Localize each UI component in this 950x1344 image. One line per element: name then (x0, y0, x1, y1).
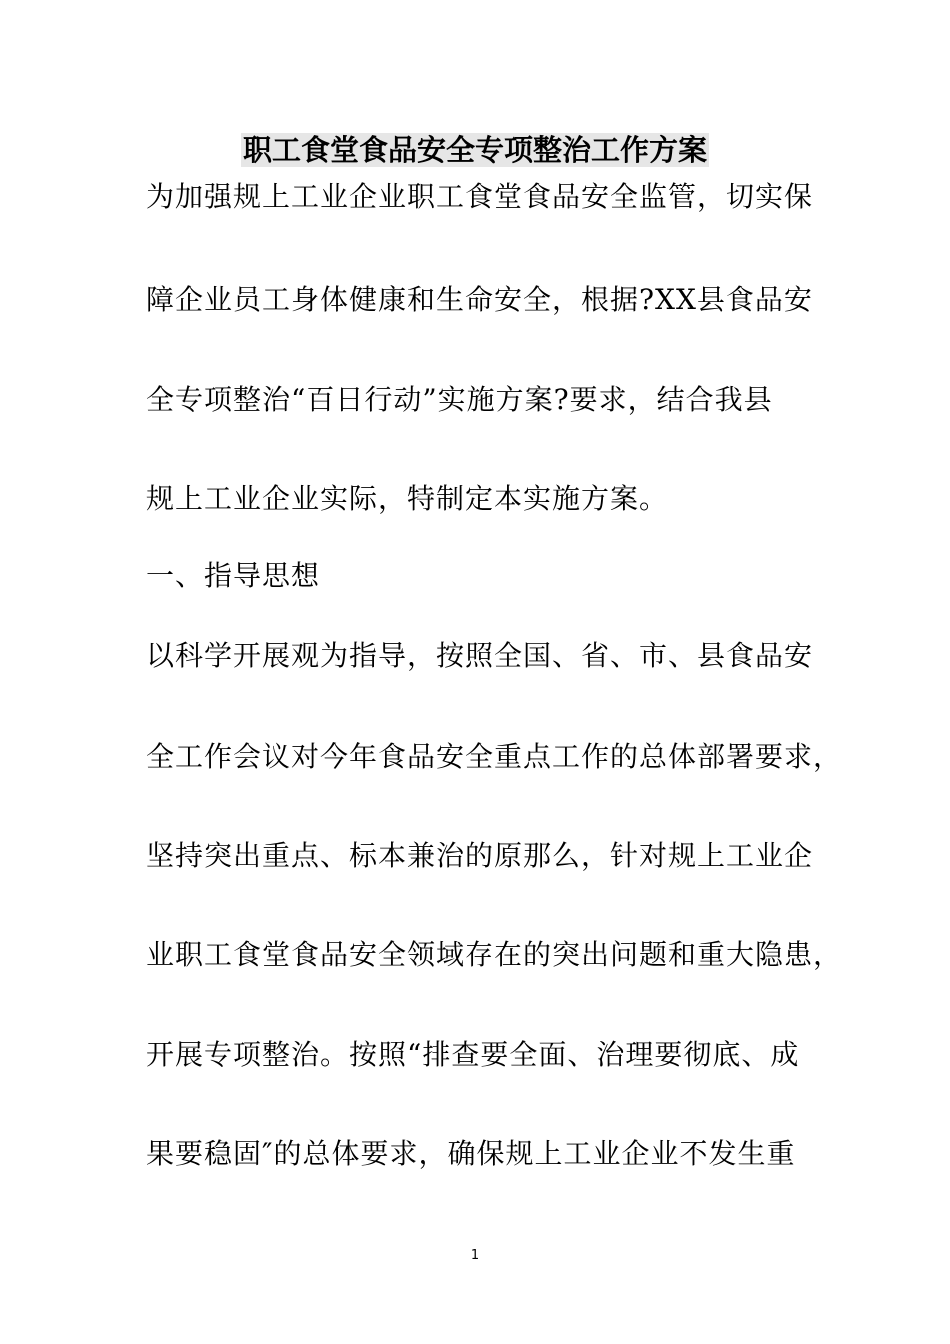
document-title-text: 职工食堂食品安全专项整治工作方案 (242, 133, 707, 167)
document-title (0, 130, 950, 170)
paragraph-line-9: 开展专项整治。按照“排查要全面、治理要彻底、成 (146, 1038, 800, 1071)
paragraph-line-4: 规上工业企业实际，特制定本实施方案。 (146, 482, 669, 515)
paragraph-line-3: 全专项整治“百日行动”实施方案?要求，结合我县 (146, 383, 773, 416)
paragraph-line-7: 坚持突出重点、标本兼治的原那么，针对规上工业企 (146, 839, 814, 872)
section-heading-guiding-ideology: 一、指导思想 (146, 559, 321, 592)
paragraph-line-2: 障企业员工身体健康和生命安全，根据?XX县食品安 (146, 283, 813, 316)
paragraph-line-10: 果要稳固″的总体要求，确保规上工业企业不发生重 (146, 1137, 796, 1170)
page-number: 1 (470, 1248, 480, 1263)
paragraph-line-5: 以科学开展观为指导，按照全国、省、市、县食品安 (146, 639, 814, 672)
paragraph-line-1: 为加强规上工业企业职工食堂食品安全监管，切实保 (146, 180, 814, 213)
paragraph-line-8: 业职工食堂食品安全领域存在的突出问题和重大隐患， (146, 938, 843, 971)
paragraph-line-6: 全工作会议对今年食品安全重点工作的总体部署要求， (146, 740, 843, 773)
